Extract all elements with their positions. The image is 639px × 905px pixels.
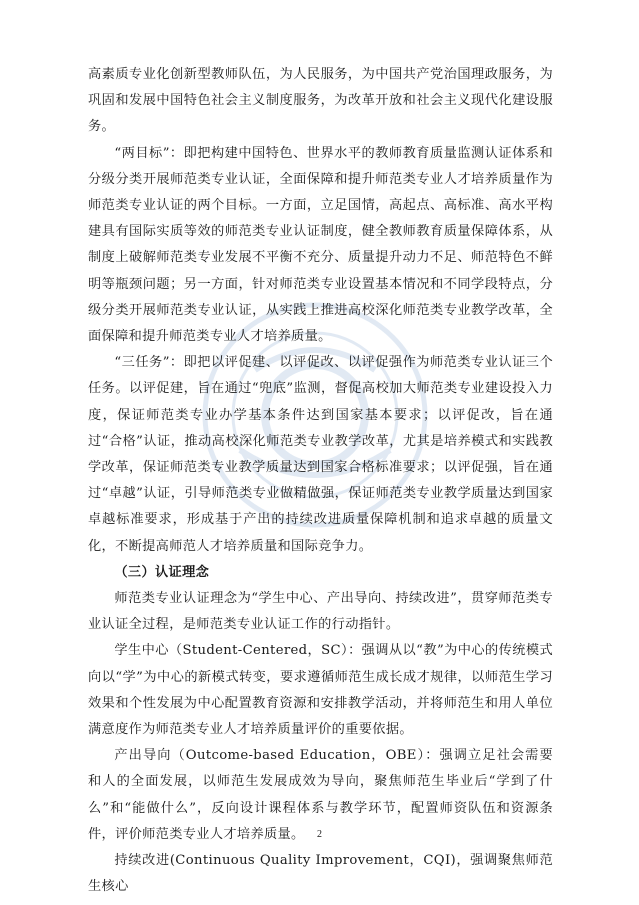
paragraph-student-centered: 学生中心（Student-Centered，SC）：强调从以“教”为中心的传统模式向以“学”为中心的新模式转变，要求遵循师范生成长成才规律，以师范生学习效果和个性发展为中心配置教育资源和安排教学活动，并将师范生和用人单位满意度作为师范类专业人才培养质量评价的重要依据。 <box>88 643 553 738</box>
body-text <box>88 62 553 901</box>
paragraph-1: 高素质专业化创新型教师队伍，为人民服务，为中国共产党治国理政服务，为巩固和发展中国特色社会主义制度服务，为改革开放和社会主义现代化建设服务。 <box>88 67 553 135</box>
section-heading: （三）认证理念 <box>114 564 210 580</box>
paragraph-cqi: 持续改进(Continuous Quality Improvement，CQI)，强调聚焦师范生核心 <box>88 853 553 895</box>
page-number: 2 <box>317 829 322 840</box>
paragraph-obe: 产出导向（Outcome-based Education，OBE）：强调立足社会需要和人的全面发展，以师范生发展成效为导向，聚焦师范生毕业后“学到了什么”和“能做什么”，反向设计课程体系与教学环节，配置师资队伍和资源条件，评价师范类专业人才培养质量。 <box>88 748 553 842</box>
paragraph-two-goals: “两目标”：即把构建中国特色、世界水平的教师教育质量监测认证体系和分级分类开展师范类专业认证，全面保障和提升师范类专业人才培养质量作为师范类专业认证的两个目标。一方面，立足国情，高起点、高标准、高水平构建具有国际实质等效的师范类专业认证制度，健全教师教育质量保障体系，从制度上破解师范类专业发展不平衡不充分、质量提升动力不足、师范特色不鲜明等瓶颈问题；另一方面，针对师范类专业设置基本情况和不同学段特点，分级分类开展师范类专业认证，从实践上推进高校深化师范类专业教学改革，全面保障和提升师范类专业人才培养质量。 <box>88 145 553 345</box>
paragraph-philosophy: 师范类专业认证理念为“学生中心、产出导向、持续改进”，贯穿师范类专业认证全过程，是师范类专业认证工作的行动指针。 <box>88 591 553 633</box>
paragraph-three-tasks: “三任务”：即把以评促建、以评促改、以评促强作为师范类专业认证三个任务。以评促建，旨在通过“兜底”监测，督促高校加大师范类专业建设投入力度，保证师范类专业办学基本条件达到国家基本要求；以评促改，旨在通过“合格”认证，推动高校深化师范类专业教学改革，尤其是培养模式和实践教学改革，保证师范类专业教学质量达到国家合格标准要求；以评促强，旨在通过“卓越”认证，引导师范类专业做精做强，保证师范类专业教学质量达到国家卓越标准要求，形成基于产出的持续改进质量保障机制和追求卓越的质量文化，不断提高师范人才培养质量和国际竞争力。 <box>88 355 553 554</box>
